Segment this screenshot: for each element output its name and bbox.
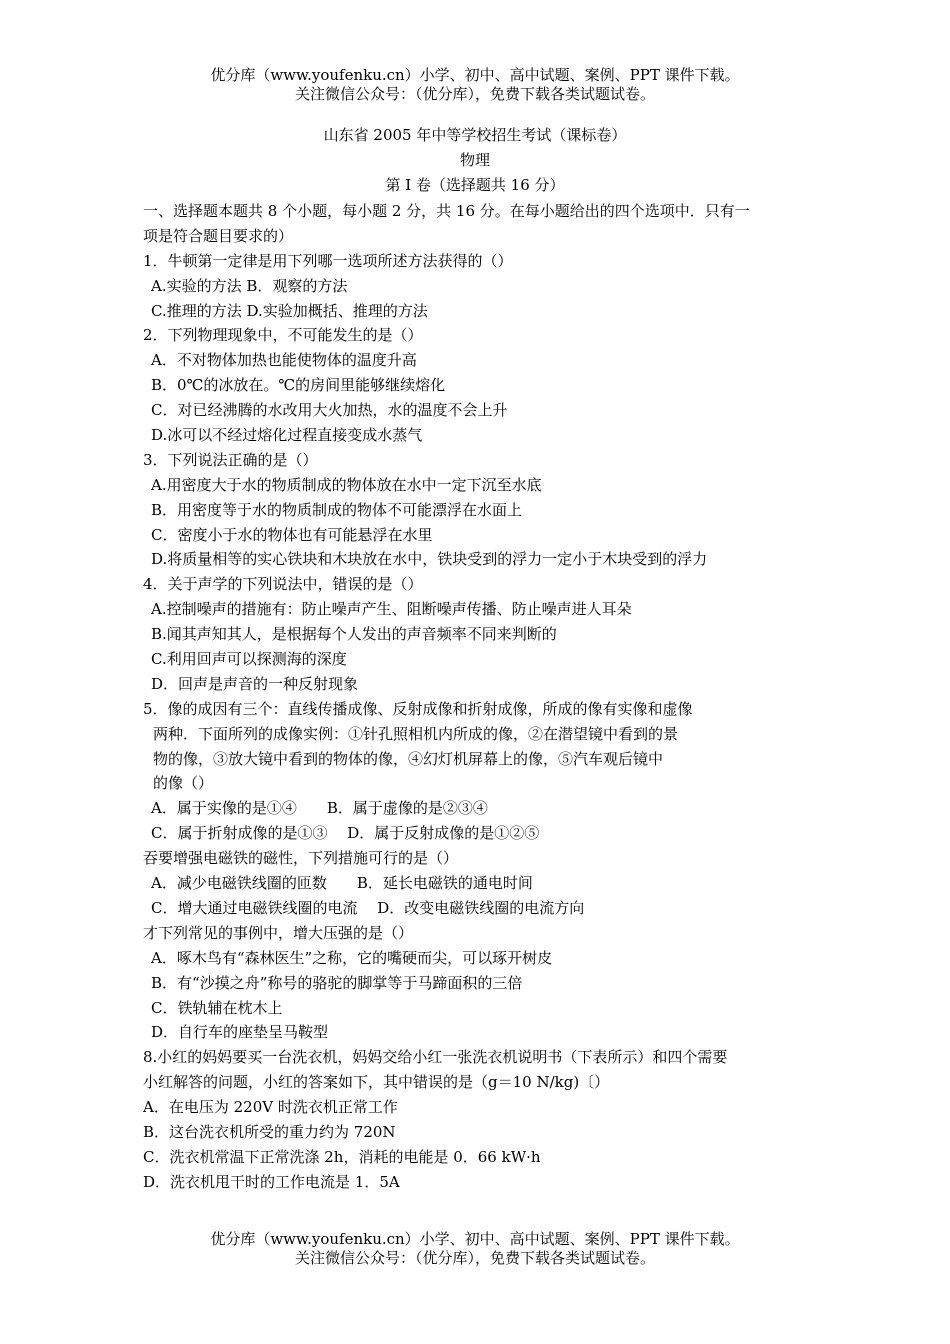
- footer-line-1: 优分库（www.youfenku.cn）小学、初中、高中试题、案例、PPT 课件下载。: [210, 1230, 740, 1248]
- question-5-cont: 物的像，③放大镜中看到的物体的像，④幻灯机屏幕上的像，⑤汽车观后镜中: [153, 749, 664, 768]
- option-line: D．回声是声音的一种反射现象: [151, 674, 359, 693]
- option-line: B．这台洗衣机所受的重力约为 720N: [143, 1122, 396, 1141]
- option-line: A．减少电磁铁线圈的匝数 B．延长电磁铁的通电时间: [151, 874, 533, 893]
- instruction-line: 一、选择题本题共 8 个小题，每小题 2 分，共 16 分。在每小题给出的四个选项中．只有一: [143, 202, 750, 220]
- question-2: 2．下列物理现象中，不可能发生的是（）: [143, 326, 423, 345]
- question-5: 5．像的成因有三个：直线传播成像、反射成像和折射成像，所成的像有实像和虚像: [143, 699, 693, 718]
- option-line: C．属于折射成像的是①③ D．属于反射成像的是①②⑤: [151, 824, 540, 843]
- option-line: A.实验的方法 B．观察的方法: [151, 276, 348, 295]
- header-line-1: 优分库（www.youfenku.cn）小学、初中、高中试题、案例、PPT 课件下载。: [210, 66, 740, 84]
- option-line: D.冰可以不经过熔化过程直接变成水蒸气: [151, 426, 423, 445]
- option-line: A．属于实像的是①④ B．属于虚像的是②③④: [151, 799, 488, 818]
- option-line: B．0℃的冰放在。℃的房间里能够继续熔化: [151, 376, 446, 395]
- exam-title: 山东省 2005 年中等学校招生考试（课标卷）: [323, 126, 627, 144]
- question-8: 8.小红的妈妈要买一台洗衣机，妈妈交给小红一张洗衣机说明书（下表所示）和四个需要: [143, 1048, 728, 1067]
- question-4: 4．关于声学的下列说法中，错误的是（）: [143, 575, 423, 594]
- question-1: 1．牛顿第一定律是用下列哪一选项所述方法获得的（）: [143, 251, 513, 270]
- option-line: C．密度小于水的物体也有可能悬浮在水里: [151, 525, 433, 544]
- page-footer: [0, 1230, 950, 1268]
- exam-subject: 物理: [459, 151, 490, 169]
- option-line: D.将质量相等的实心铁块和木块放在水中，铁块受到的浮力一定小于木块受到的浮力: [151, 550, 708, 569]
- question-8-cont: 小红解答的问题，小红的答案如下，其中错误的是（g＝10 N/kg)〔）: [143, 1073, 610, 1092]
- instruction-line: 项是符合题目要求的）: [143, 226, 294, 245]
- header-line-2: 关注微信公众号：（优分库），免费下载各类试题试卷。: [294, 85, 655, 103]
- question-5-cont: 的像（）: [153, 774, 214, 793]
- option-line: A.控制噪声的措施有：防止噪声产生、阻断噪声传播、防止噪声进人耳朵: [151, 600, 632, 619]
- option-line: C．洗衣机常温下正常洗涤 2h，消耗的电能是 0．66 kW·h: [143, 1147, 541, 1166]
- page-header: [0, 66, 950, 104]
- option-line: C.推理的方法 D.实验加概括、推理的方法: [151, 301, 428, 320]
- option-line: C．对已经沸腾的水改用大火加热，水的温度不会上升: [151, 401, 508, 420]
- option-line: A.用密度大于水的物质制成的物体放在水中一定下沉至水底: [151, 475, 542, 494]
- option-line: A．在电压为 220V 时洗衣机正常工作: [143, 1098, 398, 1117]
- option-line: A．不对物体加热也能使物体的温度升高: [151, 351, 417, 370]
- option-line: C.利用回声可以探测海的深度: [151, 650, 347, 669]
- option-line: C．铁轨辅在枕木上: [151, 998, 283, 1017]
- option-line: D．自行车的座垫呈马鞍型: [151, 1023, 329, 1042]
- exam-part: 第 I 卷（选择题共 16 分）: [385, 176, 565, 194]
- question-body: [143, 199, 823, 1195]
- footer-line-2: 关注微信公众号：（优分库），免费下载各类试题试卷。: [294, 1249, 655, 1267]
- option-line: C．增大通过电磁铁线圈的电流 D．改变电磁铁线圈的电流方向: [151, 898, 585, 917]
- option-line: B.闻其声知其人，是根据每个人发出的声音频率不同来判断的: [151, 625, 557, 644]
- question-5-cont: 两种．下面所列的成像实例：①针孔照相机内所成的像，②在潜望镜中看到的景: [153, 724, 679, 743]
- question-6: 吞要增强电磁铁的磁性，下列措施可行的是（）: [143, 849, 459, 868]
- exam-title-block: [0, 123, 950, 198]
- question-7: 才下列常见的事例中，增大压强的是（）: [143, 923, 414, 942]
- option-line: B．用密度等于水的物质制成的物体不可能漂浮在水面上: [151, 500, 523, 519]
- option-line: D．洗衣机甩干时的工作电流是 1．5A: [143, 1172, 400, 1191]
- option-line: A．啄木鸟有“森林医生”之称，它的嘴硬而尖，可以琢开树皮: [151, 948, 553, 967]
- question-3: 3．下列说法正确的是（）: [143, 450, 318, 469]
- option-line: B．有“沙摸之舟”称号的骆驼的脚掌等于马蹄面积的三倍: [151, 973, 523, 992]
